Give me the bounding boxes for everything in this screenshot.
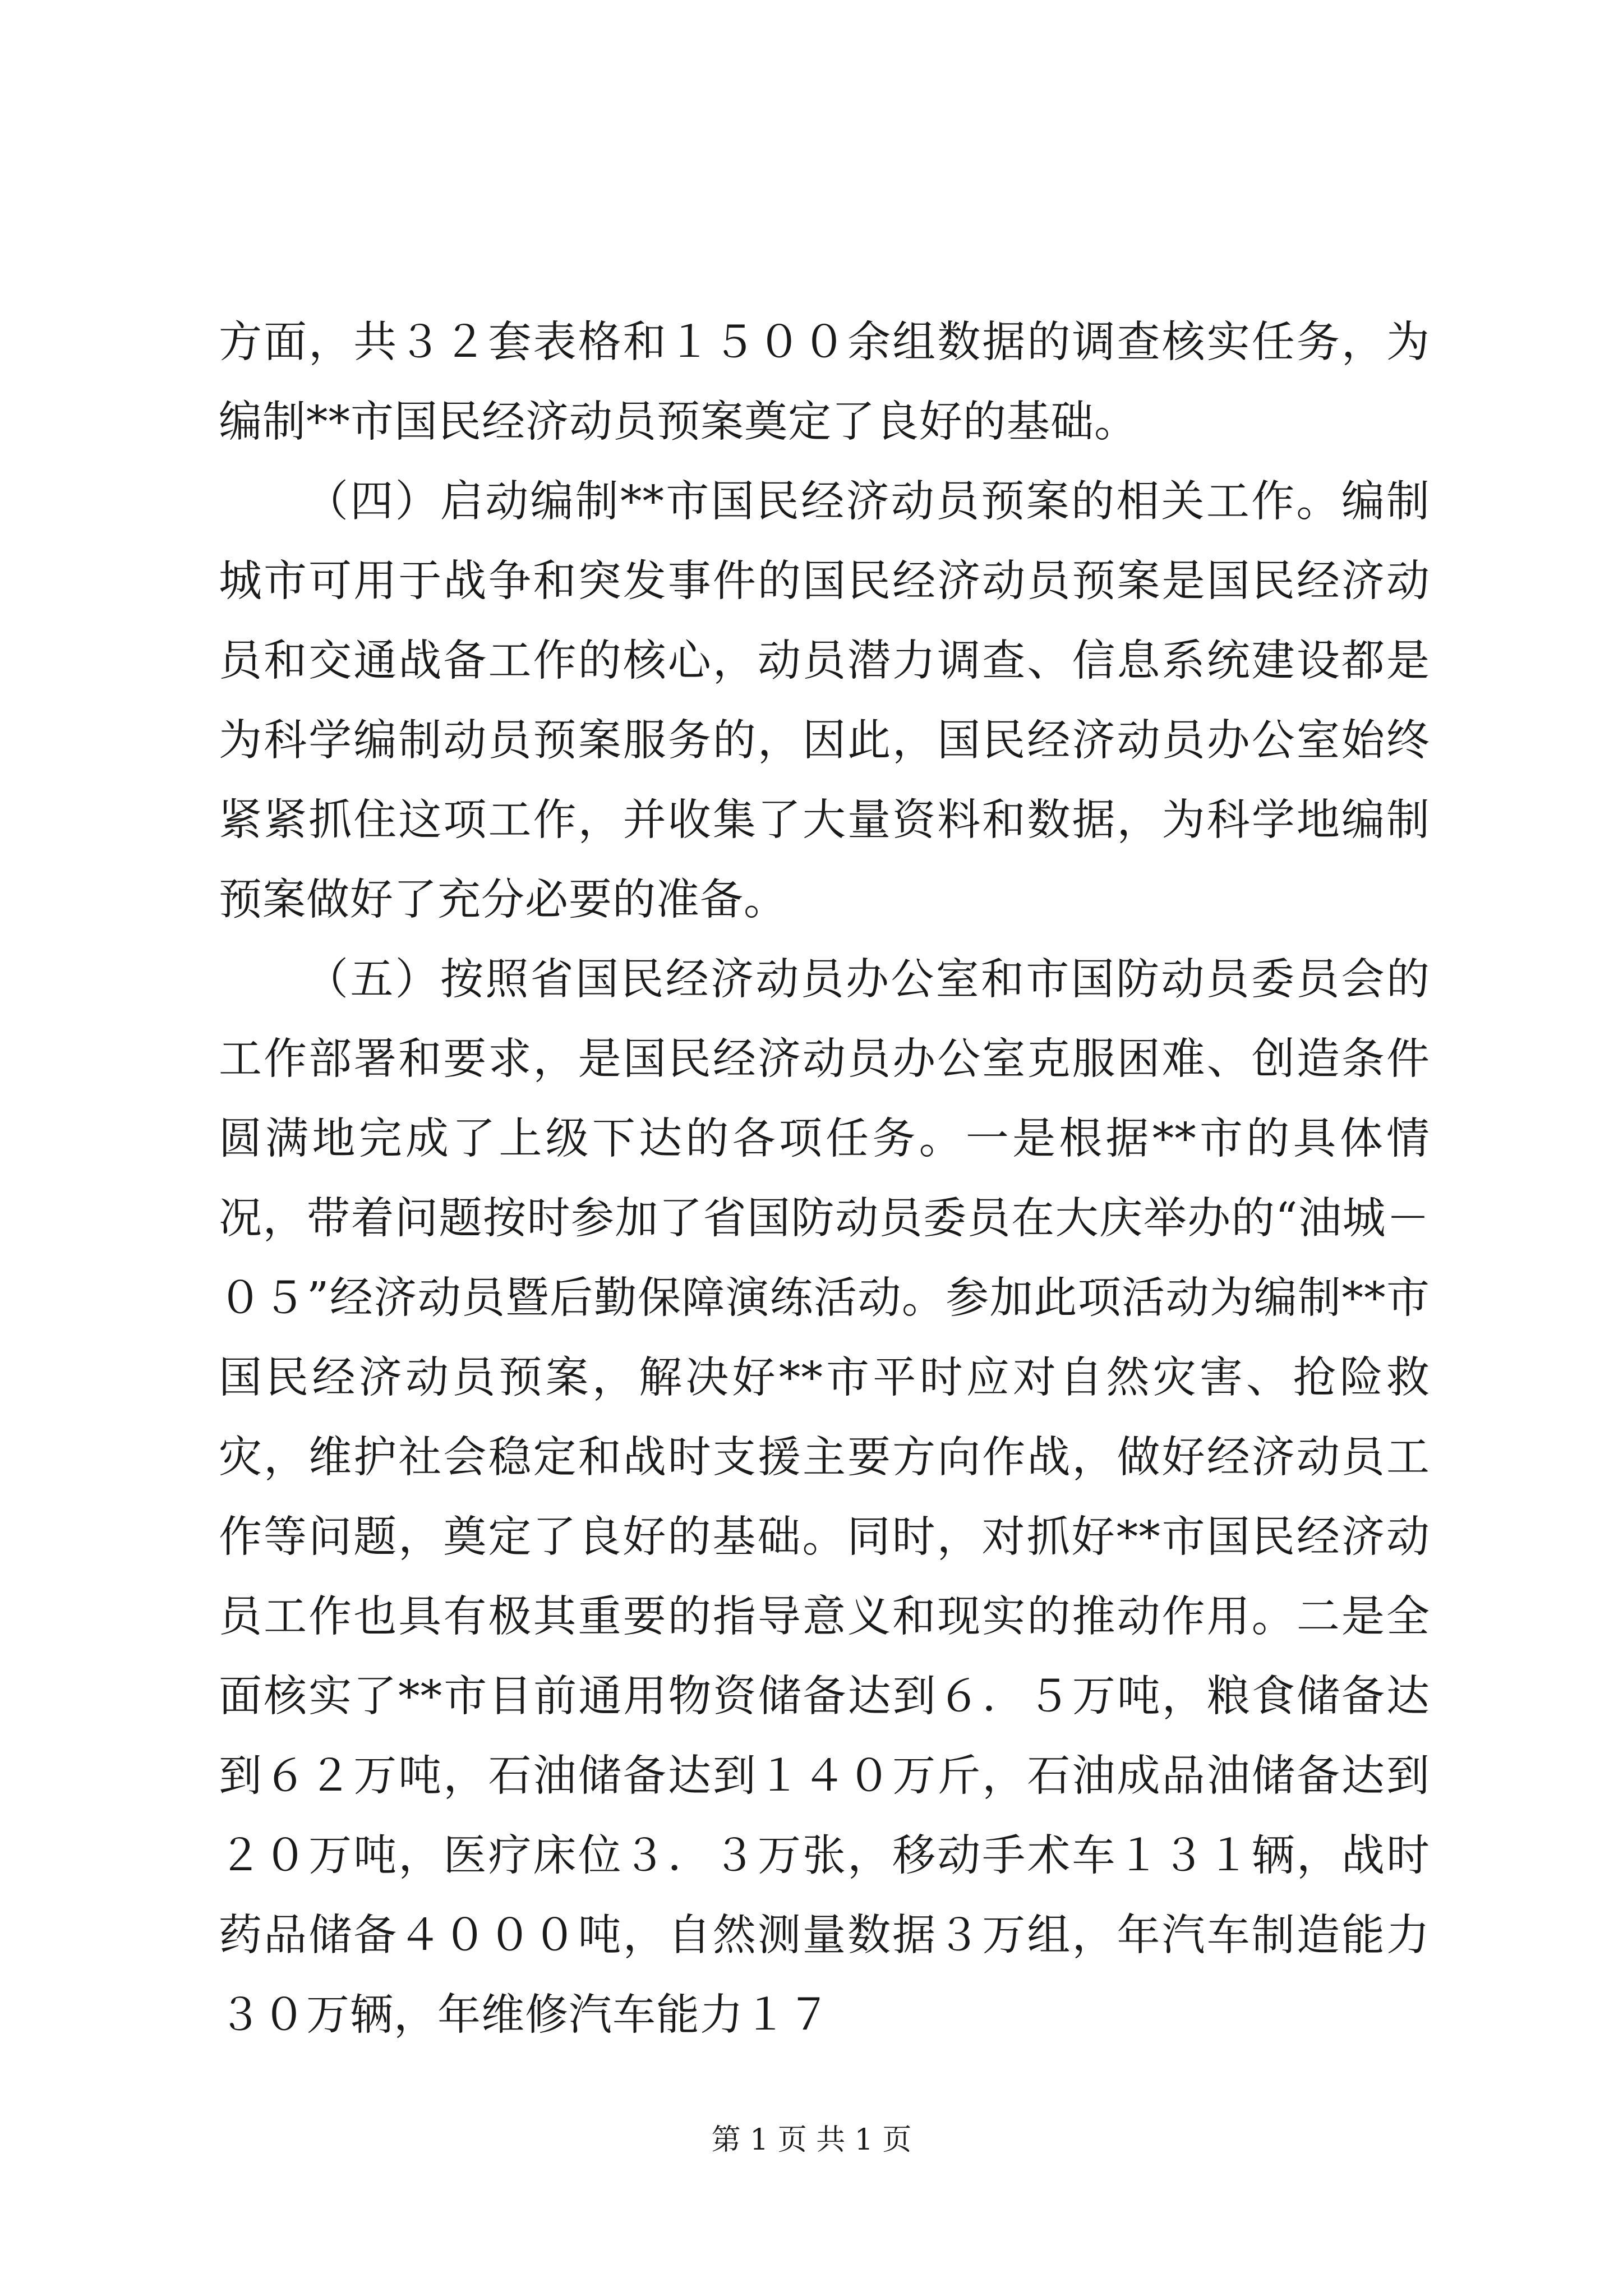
- paragraph-section-five: （五）按照省国民经济动员办公室和市国防动员委员会的工作部署和要求，是国民经济动员办公室克服困难、创造条件圆满地完成了上级下达的各项任务。一是根据**市的具体情况，带着问题按时参加了省国防动员委员在大庆举办的“油城－０５”经济动员暨后勤保障演练活动。参加此项活动为编制**市国民经济动员预案，解决好**市平时应对自然灾害、抢险救灾，维护社会稳定和战时支援主要方向作战，做好经济动员工作等问题，奠定了良好的基础。同时，对抓好**市国民经济动员工作也具有极其重要的指导意义和现实的推动作用。二是全面核实了**市目前通用物资储备达到６．５万吨，粮食储备达到６２万吨，石油储备达到１４０万斤，石油成品油储备达到２０万吨，医疗床位３．３万张，移动手术车１３１辆，战时药品储备４０００吨，自然测量数据３万组，年汽车制造能力３０万辆，年维修汽车能力１７: [219, 955, 1430, 2040]
- paragraph-continuation: 方面，共３２套表格和１５００余组数据的调查核实任务，为编制**市国民经济动员预案奠定了良好的基础。: [219, 318, 1430, 447]
- page-footer: 第 1 页 共 1 页: [711, 2123, 912, 2157]
- document-body: [219, 303, 1430, 2055]
- paragraph-section-four: （四）启动编制**市国民经济动员预案的相关工作。编制城市可用于战争和突发事件的国民经济动员预案是国民经济动员和交通战备工作的核心，动员潜力调查、信息系统建设都是为科学编制动员预案服务的，因此，国民经济动员办公室始终紧紧抓住这项工作，并收集了大量资料和数据，为科学地编制预案做好了充分必要的准备。: [219, 477, 1430, 925]
